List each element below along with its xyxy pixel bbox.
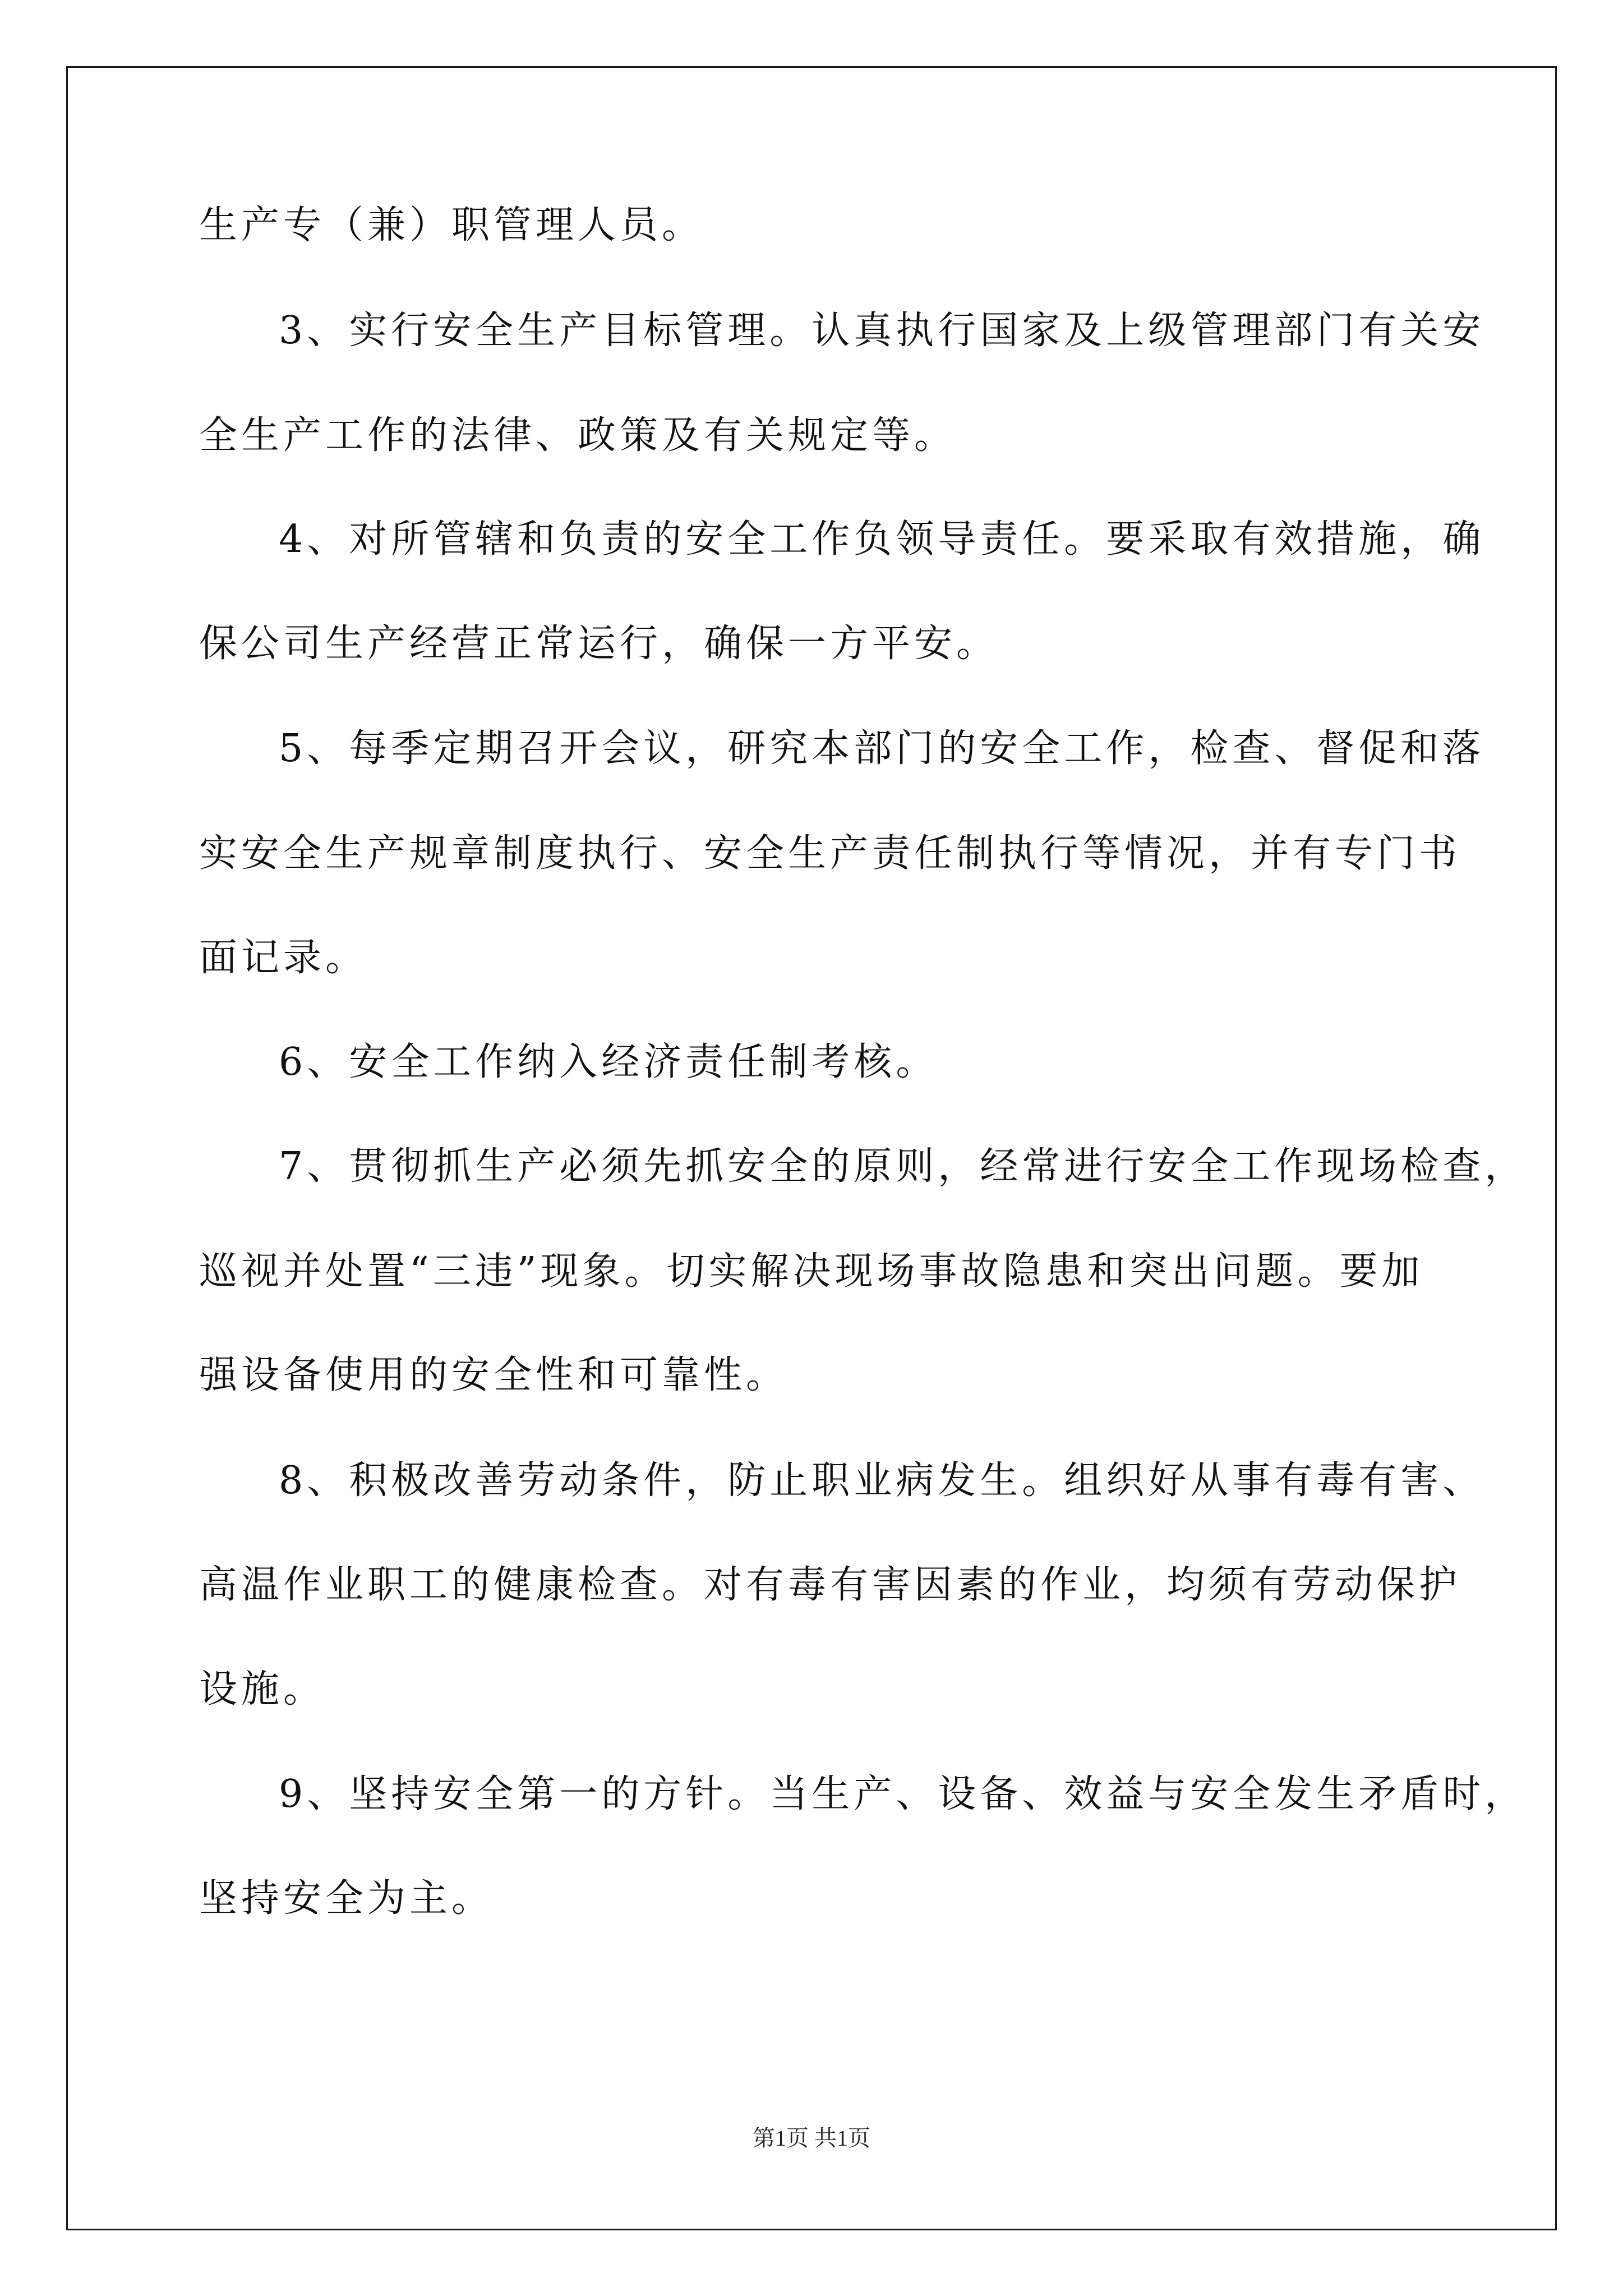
- text-line: 强设备使用的安全性和可靠性。: [199, 1353, 789, 1397]
- text-line: 3、实行安全生产目标管理。认真执行国家及上级管理部门有关安: [279, 309, 1485, 353]
- text-line: 8、积极改善劳动条件，防止职业病发生。组织好从事有毒有害、: [279, 1458, 1485, 1503]
- text-line: 7、贯彻抓生产必须先抓安全的原则，经常进行安全工作现场检查，: [279, 1144, 1527, 1189]
- text-line: 巡视并处置“三违”现象。切实解决现场事故隐患和突出问题。要加: [199, 1249, 1424, 1294]
- text-line: 坚持安全为主。: [199, 1876, 494, 1921]
- text-line: 9、坚持安全第一的方针。当生产、设备、效益与安全发生矛盾时，: [279, 1772, 1527, 1816]
- text-line: 4、对所管辖和负责的安全工作负领导责任。要采取有效措施，确: [279, 517, 1485, 562]
- text-line: 保公司生产经营正常运行，确保一方平安。: [199, 622, 999, 666]
- text-line: 全生产工作的法律、政策及有关规定等。: [199, 413, 957, 458]
- text-line: 6、安全工作纳入经济责任制考核。: [279, 1040, 938, 1084]
- text-line: 实安全生产规章制度执行、安全生产责任制执行等情况，并有专门书: [199, 831, 1461, 876]
- page-number-footer: 第1页 共1页: [753, 2125, 870, 2151]
- text-line: 高温作业职工的健康检查。对有毒有害因素的作业，均须有劳动保护: [199, 1563, 1461, 1607]
- text-line: 面记录。: [199, 936, 368, 980]
- text-line: 设施。: [199, 1667, 326, 1711]
- text-line: 5、每季定期召开会议，研究本部门的安全工作，检查、督促和落: [279, 726, 1485, 771]
- text-line: 生产专（兼）职管理人员。: [199, 203, 704, 247]
